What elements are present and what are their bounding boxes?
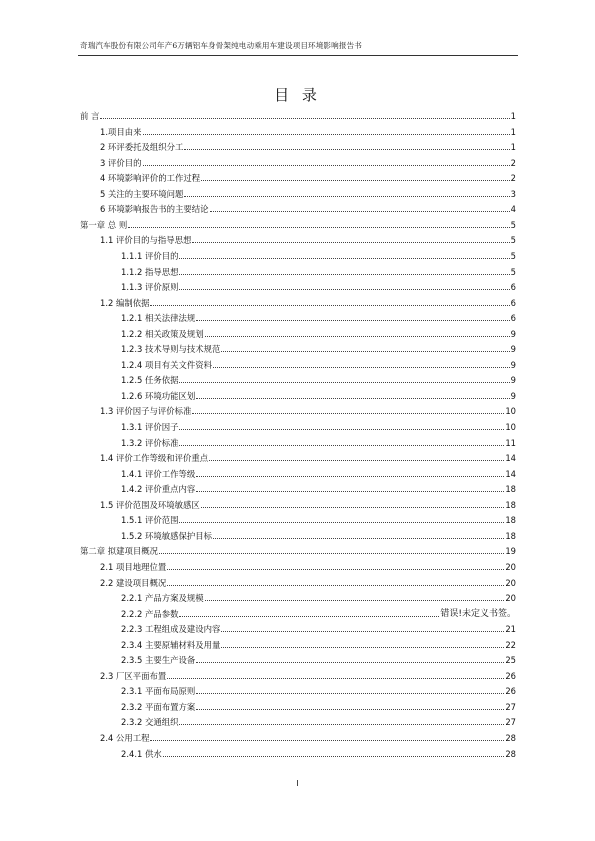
toc-entry[interactable] bbox=[121, 712, 516, 727]
toc-entry[interactable] bbox=[121, 262, 516, 277]
toc-leader-dots bbox=[179, 289, 509, 290]
toc-entry[interactable] bbox=[121, 697, 516, 712]
toc-entry[interactable] bbox=[121, 370, 516, 385]
toc-leader-dots bbox=[150, 305, 509, 306]
toc-leader-dots bbox=[150, 740, 504, 741]
toc-entry-page: 9 bbox=[510, 390, 516, 401]
toc-entry[interactable] bbox=[121, 526, 516, 541]
toc-entry[interactable] bbox=[100, 199, 516, 214]
toc-entry-page: 5 bbox=[510, 266, 516, 277]
toc-entry-page: 6 bbox=[510, 313, 516, 324]
toc-entry-label: 2.3.1 平面布局原则 bbox=[121, 686, 196, 697]
toc-entry[interactable] bbox=[121, 635, 516, 650]
toc-leader-dots bbox=[179, 616, 439, 617]
toc-entry-label: 4 环境影响评价的工作过程 bbox=[100, 173, 201, 184]
toc-entry[interactable] bbox=[121, 681, 516, 696]
toc-entry-label: 2.4.1 供水 bbox=[121, 748, 162, 759]
toc-entry[interactable] bbox=[121, 277, 516, 292]
toc-entry-page: 22 bbox=[505, 639, 516, 650]
toc-entry-label: 1.2.2 相关政策及规划 bbox=[121, 328, 204, 339]
toc-entry-page: 2 bbox=[510, 157, 516, 168]
toc-entry-label: 前 言 bbox=[80, 111, 100, 121]
toc-entry[interactable] bbox=[80, 106, 516, 121]
toc-entry[interactable] bbox=[100, 495, 516, 510]
toc-entry-page: 20 bbox=[505, 577, 516, 588]
toc-entry-page: 14 bbox=[505, 468, 516, 479]
toc-leader-dots bbox=[196, 693, 504, 694]
toc-leader-dots bbox=[179, 445, 504, 446]
toc-entry[interactable] bbox=[100, 448, 516, 463]
toc-entry-label: 2.3 厂区平面布置 bbox=[100, 670, 167, 681]
toc-leader-dots bbox=[179, 724, 504, 725]
toc-entry-page: 错误!未定义书签。 bbox=[440, 608, 516, 619]
toc-entry-label: 1.4.1 评价工作等级 bbox=[121, 468, 196, 479]
toc-entry-label: 2.1 项目地理位置 bbox=[100, 561, 167, 572]
toc-entry-page: 18 bbox=[505, 515, 516, 526]
toc-entry-label: 1.2.4 项目有关文件资料 bbox=[121, 359, 212, 370]
toc-entry-page: 1 bbox=[510, 126, 516, 137]
toc-entry[interactable] bbox=[100, 728, 516, 743]
toc-entry[interactable] bbox=[121, 308, 516, 323]
toc-entry[interactable] bbox=[121, 355, 516, 370]
toc-leader-dots bbox=[184, 196, 509, 197]
toc-entry-page: 18 bbox=[505, 499, 516, 510]
toc-entry[interactable] bbox=[100, 184, 516, 199]
toc-leader-dots bbox=[221, 631, 504, 632]
toc-entry[interactable] bbox=[121, 588, 516, 603]
toc-entry[interactable] bbox=[121, 339, 516, 354]
toc-entry-label: 1.1.1 评价目的 bbox=[121, 250, 179, 261]
toc-leader-dots bbox=[221, 647, 504, 648]
toc-entry[interactable] bbox=[100, 230, 516, 245]
toc-leader-dots bbox=[196, 476, 504, 477]
toc-entry-page: 5 bbox=[510, 250, 516, 261]
toc-entry-page: 1 bbox=[510, 142, 516, 153]
toc-leader-dots bbox=[159, 553, 504, 554]
toc-entry-label: 2.2 建设项目概况 bbox=[100, 577, 167, 588]
toc-leader-dots bbox=[196, 491, 504, 492]
toc-entry-label: 2.3.2 平面布置方案 bbox=[121, 701, 196, 712]
toc-leader-dots bbox=[128, 227, 509, 228]
toc-entry-page: 9 bbox=[510, 359, 516, 370]
toc-leader-dots bbox=[221, 351, 509, 352]
toc-entry-page: 3 bbox=[510, 188, 516, 199]
toc-entry-label: 2.2.1 产品方案及规模 bbox=[121, 593, 204, 604]
toc-entry-label: 第一章 总 则 bbox=[80, 219, 128, 230]
toc-entry-label: 1.1.3 评价原则 bbox=[121, 282, 179, 293]
toc-leader-dots bbox=[167, 678, 504, 679]
toc-entry-label: 1.3.2 评价标准 bbox=[121, 437, 179, 448]
toc-title: 目 录 bbox=[274, 86, 321, 104]
toc-entry-label: 5 关注的主要环境问题 bbox=[100, 188, 184, 199]
toc-entry-page: 5 bbox=[510, 235, 516, 246]
toc-leader-dots bbox=[213, 538, 504, 539]
toc-entry[interactable] bbox=[121, 386, 516, 401]
toc-leader-dots bbox=[192, 242, 509, 243]
toc-entry[interactable] bbox=[121, 246, 516, 261]
toc-entry-page: 6 bbox=[510, 282, 516, 293]
toc-entry-label: 第二章 拟建项目概况 bbox=[80, 546, 159, 557]
page-number: I bbox=[296, 779, 299, 788]
toc-entry-page: 9 bbox=[510, 344, 516, 355]
toc-entry[interactable] bbox=[121, 479, 516, 494]
toc-entry-page: 5 bbox=[510, 219, 516, 230]
toc-entry-label: 1.2.5 任务依据 bbox=[121, 375, 179, 386]
toc-entry-label: 1.5 评价范围及环境敏感区 bbox=[100, 499, 200, 510]
toc-entry[interactable] bbox=[121, 650, 516, 665]
toc-entry-page: 27 bbox=[505, 701, 516, 712]
toc-entry-label: 3 评价目的 bbox=[100, 157, 142, 168]
toc-leader-dots bbox=[196, 709, 504, 710]
toc-entry-page: 9 bbox=[510, 328, 516, 339]
toc-entry-page: 18 bbox=[505, 530, 516, 541]
toc-entry[interactable] bbox=[80, 215, 516, 230]
toc-entry-page: 19 bbox=[505, 546, 516, 557]
toc-entry-page: 27 bbox=[505, 717, 516, 728]
toc-leader-dots bbox=[201, 507, 505, 508]
toc-entry-page: 20 bbox=[505, 561, 516, 572]
toc-entry-page: 2 bbox=[510, 173, 516, 184]
toc-leader-dots bbox=[196, 662, 504, 663]
toc-entry[interactable] bbox=[100, 293, 516, 308]
toc-entry[interactable] bbox=[100, 666, 516, 681]
toc-entry-page: 4 bbox=[510, 204, 516, 215]
toc-entry[interactable] bbox=[80, 541, 516, 556]
toc-entry-label: 1.1 评价目的与指导思想 bbox=[100, 235, 192, 246]
toc-entry-label: 1.5.2 环境敏感保护目标 bbox=[121, 530, 212, 541]
toc-entry-label: 2.2.3 工程组成及建设内容 bbox=[121, 624, 221, 635]
toc-entry[interactable] bbox=[121, 604, 516, 619]
toc-leader-dots bbox=[205, 336, 510, 337]
toc-entry-page: 26 bbox=[505, 670, 516, 681]
toc-entry-page: 14 bbox=[505, 453, 516, 464]
toc-entry-label: 1.项目由来 bbox=[100, 126, 142, 137]
toc-entry[interactable] bbox=[100, 557, 516, 572]
toc-leader-dots bbox=[210, 211, 510, 212]
toc-entry-label: 6 环境影响报告书的主要结论 bbox=[100, 204, 209, 215]
toc-entry[interactable] bbox=[121, 510, 516, 525]
toc-entry-page: 1 bbox=[510, 111, 516, 121]
toc-leader-dots bbox=[179, 522, 504, 523]
toc-entry-page: 28 bbox=[505, 748, 516, 759]
toc-entry-page: 25 bbox=[505, 655, 516, 666]
toc-leader-dots bbox=[179, 274, 509, 275]
toc-entry[interactable] bbox=[121, 433, 516, 448]
toc-entry-label: 2.3.2 交通组织 bbox=[121, 717, 179, 728]
toc-leader-dots bbox=[192, 413, 504, 414]
toc-entry-label: 2.4 公用工程 bbox=[100, 733, 150, 743]
toc-leader-dots bbox=[179, 429, 504, 430]
toc-leader-dots bbox=[167, 569, 504, 570]
toc-entry-page: 9 bbox=[510, 375, 516, 386]
toc-leader-dots bbox=[196, 398, 509, 399]
toc-leader-dots bbox=[196, 320, 509, 321]
toc-leader-dots bbox=[179, 382, 509, 383]
toc-entry[interactable] bbox=[100, 137, 516, 152]
toc-entry-label: 1.5.1 评价范围 bbox=[121, 515, 179, 526]
toc-leader-dots bbox=[163, 756, 505, 757]
toc-leader-dots bbox=[100, 118, 509, 119]
toc-leader-dots bbox=[143, 165, 510, 166]
toc-entry-page: 20 bbox=[505, 593, 516, 604]
toc-entry-page: 21 bbox=[505, 624, 516, 635]
toc-entry-label: 2 环评委托及组织分工 bbox=[100, 142, 184, 153]
toc-entry-label: 1.2 编制依据 bbox=[100, 297, 150, 308]
toc-entry[interactable] bbox=[100, 122, 516, 137]
toc-entry-label: 2.2.2 产品参数 bbox=[121, 608, 179, 619]
header-rule bbox=[78, 55, 518, 56]
toc-entry-label: 1.4.2 评价重点内容 bbox=[121, 484, 196, 495]
toc-entry[interactable] bbox=[121, 324, 516, 339]
toc-leader-dots bbox=[205, 600, 505, 601]
toc-leader-dots bbox=[201, 180, 510, 181]
toc-entry-label: 1.2.1 相关法律法规 bbox=[121, 313, 196, 324]
toc-leader-dots bbox=[143, 134, 510, 135]
toc-entry[interactable] bbox=[100, 168, 516, 183]
toc-entry-page: 26 bbox=[505, 686, 516, 697]
toc-leader-dots bbox=[213, 367, 510, 368]
toc-entry-page: 18 bbox=[505, 484, 516, 495]
toc-entry[interactable] bbox=[121, 417, 516, 432]
toc-leader-dots bbox=[209, 460, 504, 461]
toc-entry-label: 1.2.3 技术导则与技术规范 bbox=[121, 344, 221, 355]
toc-entry[interactable] bbox=[121, 464, 516, 479]
toc-entry-page: 10 bbox=[505, 406, 516, 417]
toc-entry-label: 1.1.2 指导思想 bbox=[121, 266, 179, 277]
toc-entry[interactable] bbox=[100, 573, 516, 588]
toc-entry-label: 1.2.6 环境功能区划 bbox=[121, 390, 196, 401]
toc-entry[interactable] bbox=[121, 619, 516, 634]
toc-entry-label: 2.3.5 主要生产设备 bbox=[121, 655, 196, 666]
toc-entry-label: 1.4 评价工作等级和评价重点 bbox=[100, 453, 209, 464]
toc-leader-dots bbox=[179, 258, 509, 259]
running-header: 奇瑞汽车股份有限公司年产6万辆铝车身骨架纯电动乘用车建设项目环境影响报告书 bbox=[80, 41, 362, 50]
toc-leader-dots bbox=[184, 149, 509, 150]
toc-leader-dots bbox=[167, 585, 504, 586]
toc-entry[interactable] bbox=[100, 153, 516, 168]
toc-entry-page: 10 bbox=[505, 422, 516, 432]
toc-entry[interactable] bbox=[100, 401, 516, 416]
toc-entry-label: 1.3 评价因子与评价标准 bbox=[100, 406, 192, 417]
toc-entry-label: 2.3.4 主要原辅材料及用量 bbox=[121, 639, 221, 650]
toc-entry-page: 11 bbox=[505, 437, 516, 448]
toc-entry-label: 1.3.1 评价因子 bbox=[121, 422, 179, 432]
toc-entry-page: 6 bbox=[510, 297, 516, 308]
toc-entry-page: 28 bbox=[505, 733, 516, 743]
toc-entry[interactable] bbox=[121, 744, 516, 759]
